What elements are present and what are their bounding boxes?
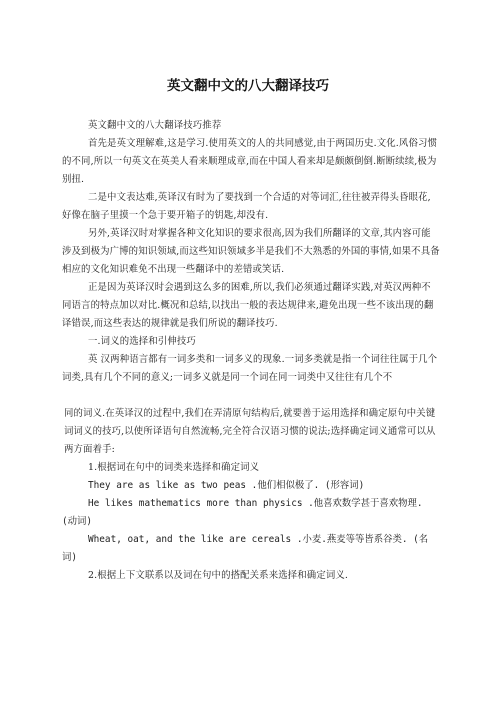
example-adjective: They are as like as two peas .他们相似极了. (形容词) [88,480,365,491]
subheading-by-word-class: 1.根据词在句中的词类来选择和确定词义 [88,462,260,473]
paragraph-polysemy-continued: 同的词义.在英译汉的过程中,我们在弄清原句结构后,就要善于运用选择和确定原句中关键词词义的技巧,以使所译语句自然流畅,完全符合汉语习惯的说法;选择确定词义通常可以从两方面着手: [64,408,436,455]
document-body [62,117,440,585]
example-noun: Wheat, oat, and the like are cereals .小麦.燕麦等等皆系谷类. (名词) [62,534,429,563]
example-verb: He likes mathematics more than physics .他喜欢数学甚于喜欢物理. (动词) [62,498,423,527]
paragraph-gap [62,387,440,405]
paragraph-techniques: 正是因为英译汉时会遇到这么多的困难,所以,我们必须通过翻译实践,对英汉两种不同语言的特点加以对比.概况和总结,以找出一般的表达规律来,避免出现一些不该出现的翻译错误,而这些表达的规律就是我们所说的翻译技巧. [62,282,434,329]
paragraph-understanding: 首先是英文理解难,这是学习.使用英文的人的共同感觉,由于两国历史.文化.风俗习惯的不同,所以一句英文在英美人看来顺理成章,而在中国人看来却是颇颇倒倒.断断续续,极为别扭. [62,138,438,185]
paragraph-expression: 二是中文表达难,英译汉有时为了要找到一个合适的对等词汇,往往被弄得头昏眼花,好像在脑子里摸一个急于要开箱子的钥匙,却没有. [62,192,431,221]
section-heading-word-meaning: 一.词义的选择和引伸技巧 [88,336,196,347]
document-title: 英文翻中文的八大翻译技巧 [167,78,329,94]
paragraph-polysemy: 英 汉两种语言都有一词多类和一词多义的现象.一词多类就是指一个词往往属于几个词类,具有几个不同的意义;一词多义就是同一个词在同一词类中又往往有几个不 [62,354,438,383]
paragraph-subtitle: 英文翻中文的八大翻译技巧推荐 [88,120,222,131]
paragraph-culture: 另外,英译汉时对掌握各种文化知识的要求很高,因为我们所翻译的文章,其内容可能涉及到极为广博的知识领域,而这些知识领域多半是我们不大熟悉的外国的事情,如果不具备相应的文化知识难免不出现一些翻译中的差错或笑话. [62,228,440,275]
subheading-by-context: 2.根据上下文联系以及词在句中的搭配关系来选择和确定词义. [88,570,349,581]
